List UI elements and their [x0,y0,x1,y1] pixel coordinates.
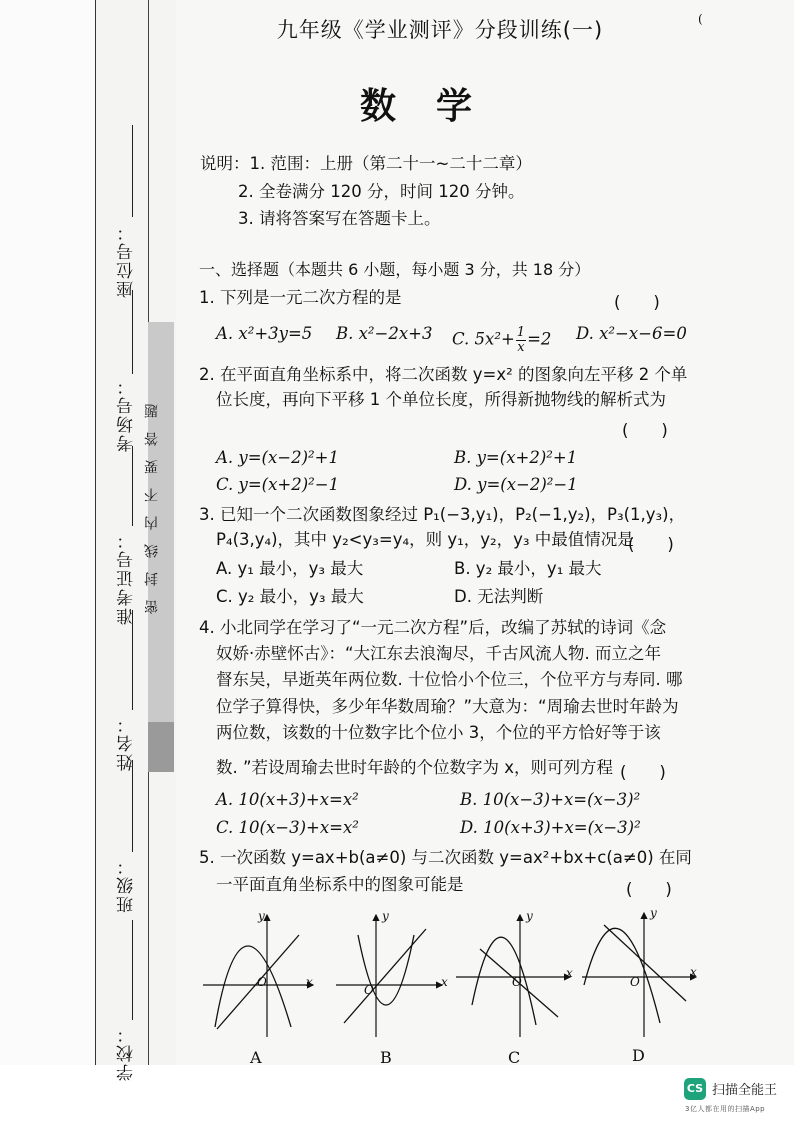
name-line[interactable] [132,610,133,710]
instructions-line-2: 2. 全卷满分 120 分，时间 120 分钟。 [238,182,525,201]
q4-line-1: 4. 小北同学在学习了“一元二次方程”后，改编了苏轼的诗词《念 [199,618,667,637]
q3-answer-paren[interactable]: ( ) [628,535,674,554]
q1-option-b[interactable]: B. x²−2x+3 [336,324,433,343]
q5-a-x-label: x [306,975,313,989]
corner-mark: ( [698,12,703,26]
scanner-app-tagline: 3亿人都在用的扫描App [685,1105,766,1113]
q2-option-a[interactable]: A. y=(x−2)²+1 [216,448,339,467]
q5-c-origin: O [512,975,522,989]
name-label: 姓名： [117,714,137,771]
q2-answer-paren[interactable]: ( ) [622,421,668,440]
q5-b-y-label: y [382,909,389,923]
q5-line-1: 5. 一次函数 y=ax+b(a≠0) 与二次函数 y=ax²+bx+c(a≠0) 在同 [199,848,692,867]
q5-graph-d-label: D [632,1046,645,1065]
section-title: 一、选择题（本题共 6 小题，每小题 3 分，共 18 分） [199,260,591,279]
q3-option-b[interactable]: B. y₂ 最小，y₁ 最大 [454,559,602,578]
q1-option-c[interactable] [452,326,551,354]
q2-option-d[interactable]: D. y=(x−2)²−1 [454,475,578,494]
q1-answer-paren[interactable]: ( ) [614,293,660,312]
q5-answer-paren[interactable]: ( ) [626,880,672,899]
seat-number-label: 座位号： [117,222,137,298]
q4-option-a[interactable]: A. 10(x+3)+x=x² [216,790,359,809]
q2-line-1: 2. 在平面直角坐标系中，将二次函数 y=x² 的图象向左平移 2 个单 [199,365,688,384]
exam-room-label: 考场号： [117,376,137,452]
seat-number-line[interactable] [132,125,133,217]
q1-option-d[interactable]: D. x²−x−6=0 [576,324,687,343]
class-line[interactable] [132,760,133,852]
q3-line-1: 3. 已知一个二次函数图象经过 P₁(−3,y₁)，P₂(−1,y₂)，P₃(1,y₃)， [199,505,686,524]
q4-option-d[interactable]: D. 10(x+3)+x=(x−3)² [460,818,641,837]
q5-graph-c-label: C [508,1048,521,1067]
seal-shade-dark [148,722,174,772]
q5-graph-b-label: B [380,1048,392,1067]
subject-title: 数学 [360,86,513,127]
q3-option-c[interactable]: C. y₂ 最小，y₃ 最大 [216,587,364,606]
q5-c-y-label: y [526,909,533,923]
binding-margin [0,0,95,1065]
q1-option-c-prefix: C. 5x²+ [452,329,515,349]
q5-b-origin: O [364,983,374,997]
q5-graph-d[interactable] [578,905,703,1045]
q4-line-2: 奴娇·赤壁怀古》：“大江东去浪淘尽，千古风流人物. 而立之年 [216,644,662,663]
q1-stem: 1. 下列是一元二次方程的是 [199,288,402,307]
q1-option-c-suffix: =2 [527,329,552,349]
exam-title: 九年级《学业测评》分段训练(一) [276,18,604,42]
q5-b-x-label: x [441,975,448,989]
q4-answer-paren[interactable]: ( ) [620,763,666,782]
school-line[interactable] [132,920,133,1020]
exam-room-line[interactable] [132,290,133,374]
scanner-app-name: 扫描全能王 [712,1083,778,1098]
ticket-number-line[interactable] [132,446,133,526]
q5-a-y-label: y [258,909,265,923]
q5-a-origin: O [257,975,267,989]
q4-line-4: 位学子算得快，多少年华数周瑜？”大意为：“周瑜去世时年龄为 [216,697,679,716]
q1-c-numerator: 1 [516,325,526,340]
q5-graph-b[interactable] [330,905,450,1045]
q4-option-b[interactable]: B. 10(x−3)+x=(x−3)² [460,790,641,809]
q5-line-2: 一平面直角坐标系中的图象可能是 [216,875,464,894]
q5-graph-a-label: A [250,1048,262,1067]
q3-option-d[interactable]: D. 无法判断 [454,587,544,606]
instructions-line-1: 说明：1. 范围：上册（第二十一~二十二章） [200,154,532,173]
q3-line-2: P₄(3,y₄)，其中 y₂<y₃=y₄，则 y₁，y₂，y₃ 中最值情况是 [216,530,634,549]
q5-c-x-label: x [566,966,573,980]
q4-line-6: 数. ”若设周瑜去世时年龄的个位数字为 x，则可列方程 [216,758,614,777]
q5-d-y-label: y [650,906,657,920]
q2-option-c[interactable]: C. y=(x+2)²−1 [216,475,340,494]
q4-line-3: 督东吴，早逝英年两位数. 十位恰小个位三，个位平方与寿同. 哪 [216,670,683,689]
ticket-number-label: 准考证号： [117,530,137,625]
instructions-line-3: 3. 请将答案写在答题卡上。 [238,209,441,228]
q1-c-denominator: x [517,339,525,355]
school-label: 学校： [117,1024,137,1081]
q2-option-b[interactable]: B. y=(x+2)²+1 [454,448,578,467]
q2-line-2: 位长度，再向下平移 1 个单位长度，所得新抛物线的解析式为 [216,390,666,409]
seal-notice: 密封线内不要答题 [144,390,160,614]
q5-b-line [344,929,426,1023]
q1-option-c-fraction [516,326,526,354]
q4-option-c[interactable]: C. 10(x−3)+x=x² [216,818,359,837]
scanner-logo-icon: CS [684,1078,706,1100]
q4-line-5: 两位数，该数的十位数字比个位小 3，个位的平方恰好等于该 [216,723,661,742]
q1-option-a[interactable]: A. x²+3y=5 [216,324,313,343]
q3-option-a[interactable]: A. y₁ 最小，y₃ 最大 [216,559,364,578]
q5-d-line [604,925,686,1001]
class-label: 班级： [117,856,137,913]
q5-d-x-label: x [690,965,697,979]
q5-d-origin: O [630,975,640,989]
